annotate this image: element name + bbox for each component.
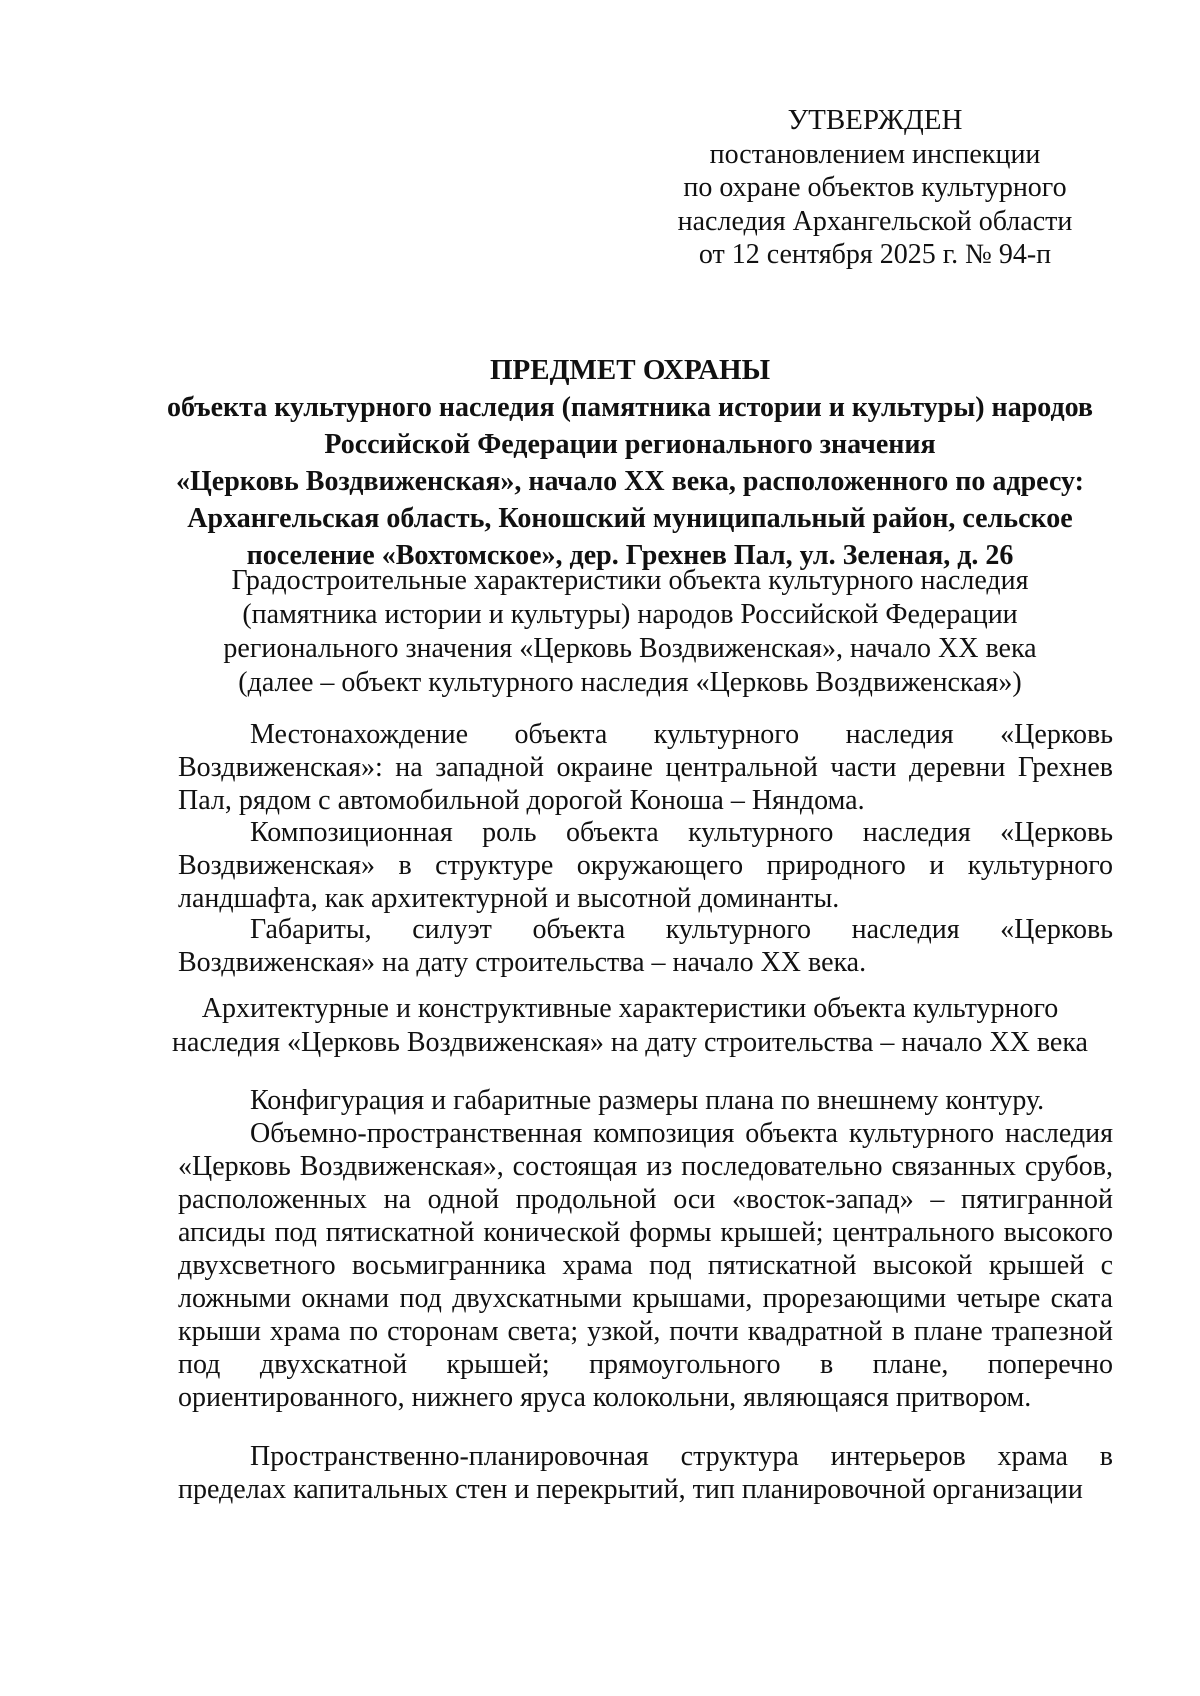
approval-line: постановлением инспекции: [709, 138, 1041, 170]
approval-line: от 12 сентября 2025 г. № 94-п: [698, 239, 1052, 270]
paragraph-interior-structure: Пространственно-планировочная структура интерьеров храма в пределах капитальных стен и перекрытий, тип планировочной организации: [178, 1441, 1113, 1505]
section-heading-line: (памятника истории и культуры) народов Российской Федерации: [242, 599, 1018, 630]
paragraph-volume-composition: Объемно-пространственная композиция объекта культурного наследия «Церковь Воздвиженская», состоящая из последовательно связанных срубов, расположенных на одной продольной оси «восток-запад» – пятигранной апсиды под пятискатной конической формы крышей; центрального высокого двухсветного восьмигранника храма под пятискатной высокой крышей с ложными окнами под двухскатными крышами, прорезающими четыре ската крыши храма по сторонам света; узкой, почти квадратной в плане трапезной под двухскатной крышей; прямоугольного в плане, поперечно ориентированного, нижнего яруса колокольни, являющаяся притвором.: [178, 1118, 1113, 1413]
paragraph-dimensions: Габариты, силуэт объекта культурного наследия «Церковь Воздвиженская» на дату строительства – начало XX века.: [178, 914, 1113, 978]
document-title-block: [150, 352, 1110, 574]
section-heading-architecture: [165, 992, 1095, 1060]
paragraph-location: Местонахождение объекта культурного наследия «Церковь Воздвиженская»: на западной окраине центральной части деревни Грехнев Пал, рядом с автомобильной дорогой Коноша – Няндома.: [178, 719, 1113, 816]
approval-heading: УТВЕРЖДЕН: [787, 104, 963, 136]
section-heading-line: Архитектурные и конструктивные характеристики объекта культурного: [201, 993, 1059, 1024]
paragraph-composition-role: Композиционная роль объекта культурного наследия «Церковь Воздвиженская» в структуре окружающего природного и культурного ландшафта, как архитектурной и высотной доминанты.: [178, 817, 1113, 914]
approval-line: наследия Архангельской области: [677, 205, 1073, 237]
section-heading-line: (далее – объект культурного наследия «Церковь Воздвиженская»): [238, 667, 1022, 698]
title-line: Российской Федерации регионального значения: [324, 429, 936, 460]
section-heading-urban: [165, 564, 1095, 700]
approval-line: по охране объектов культурного: [683, 172, 1067, 203]
title-line: «Церковь Воздвиженская», начало XX века, расположенного по адресу:: [176, 466, 1084, 497]
section-heading-line: Градостроительные характеристики объекта культурного наследия: [231, 565, 1029, 596]
title-line: Архангельская область, Коношский муниципальный район, сельское: [187, 503, 1073, 534]
title-line: поселение «Вохтомское», дер. Грехнев Пал, ул. Зеленая, д. 26: [246, 540, 1014, 571]
section-heading-line: наследия «Церковь Воздвиженская» на дату строительства – начало XX века: [172, 1027, 1088, 1058]
title-line: объекта культурного наследия (памятника истории и культуры) народов: [166, 392, 1094, 423]
section-heading-line: регионального значения «Церковь Воздвиженская», начало XX века: [223, 633, 1037, 664]
approval-stamp-block: [660, 104, 1090, 272]
paragraph-configuration: Конфигурация и габаритные размеры плана по внешнему контуру.: [250, 1085, 1045, 1116]
document-title: ПРЕДМЕТ ОХРАНЫ: [489, 354, 771, 386]
